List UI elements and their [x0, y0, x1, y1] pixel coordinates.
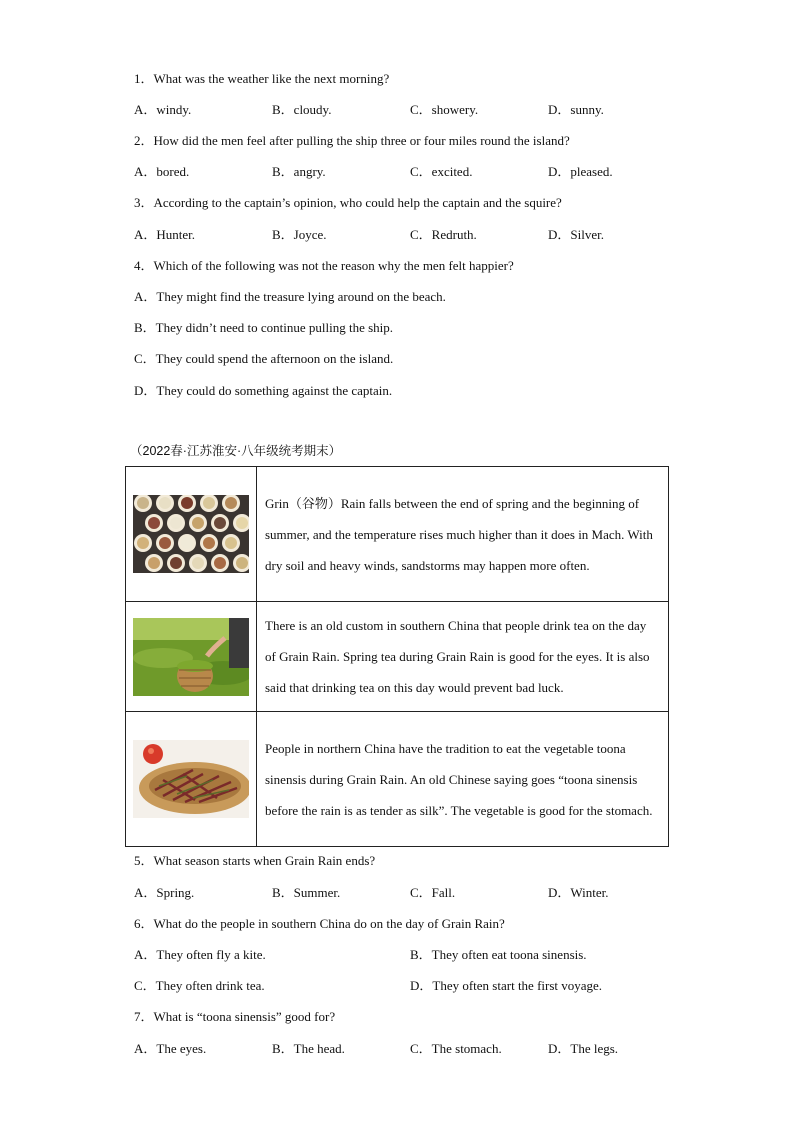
option-d: D．Winter. [548, 885, 609, 900]
question-4-option-b: B．They didn’t need to continue pulling the ship. [134, 320, 394, 335]
image-cell [126, 712, 257, 847]
source-label: （2022春·江苏淮安·八年级统考期末） [130, 444, 342, 458]
row-text: People in northern China have the tradition to eat the vegetable toona sinensis during Grain Rain. An old Chinese saying goes “toona sinensis before the rain is as tender as silk”. The vegetable is good for the stomach. [257, 712, 669, 847]
option-c: C．excited. [410, 164, 473, 179]
option-c: C．Fall. [410, 885, 456, 900]
row-text: There is an old custom in southern China that people drink tea on the day of Grain Rain. Spring tea during Grain Rain is good for the eyes. It is also said that drinking tea on this day would prevent bad luck. [257, 602, 669, 712]
table-row [126, 467, 669, 602]
option-b: B．angry. [272, 164, 326, 179]
question-2-stem: 2．How did the men feel after pulling the ship three or four miles round the island? [134, 133, 570, 148]
question-6-stem: 6．What do the people in southern China do on the day of Grain Rain? [134, 916, 505, 931]
question-7-options [134, 1038, 694, 1056]
option-b: B．Summer. [272, 885, 341, 900]
question-4-option-d: D．They could do something against the captain. [134, 383, 393, 398]
question-4-option-c: C．They could spend the afternoon on the island. [134, 351, 394, 366]
question-4-option-a: A．They might find the treasure lying around on the beach. [134, 289, 446, 304]
option-b: B．The head. [272, 1041, 345, 1056]
option-b: B．cloudy. [272, 102, 332, 117]
question-7-stem: 7．What is “toona sinensis” good for? [134, 1009, 336, 1024]
option-c: C．The stomach. [410, 1041, 502, 1056]
image-cell [126, 467, 257, 602]
option-a: A．Spring. [134, 885, 195, 900]
tea-picking-image [133, 618, 249, 696]
grain-bowls-image [133, 495, 249, 573]
option-a: A．They often fly a kite. [134, 947, 266, 962]
question-5-options [134, 882, 694, 900]
toona-basket-image [133, 740, 249, 818]
option-d: D．pleased. [548, 164, 613, 179]
question-2-options [134, 161, 694, 179]
question-3-stem: 3．According to the captain’s opinion, who could help the captain and the squire? [134, 195, 562, 210]
question-4-stem: 4．Which of the following was not the reason why the men felt happier? [134, 258, 514, 273]
question-6-options-row1 [134, 944, 694, 962]
option-c: C．Redruth. [410, 227, 477, 242]
question-5-stem: 5．What season starts when Grain Rain ends? [134, 853, 376, 868]
image-cell [126, 602, 257, 712]
table-row [126, 712, 669, 847]
table-row [126, 602, 669, 712]
option-d: D．sunny. [548, 102, 604, 117]
question-6-options-row2 [134, 975, 694, 993]
question-1-stem: 1．What was the weather like the next morning? [134, 71, 390, 86]
question-1-options [134, 99, 694, 117]
option-a: A．bored. [134, 164, 190, 179]
option-c: C．showery. [410, 102, 479, 117]
option-d: D．Silver. [548, 227, 604, 242]
option-b: B．They often eat toona sinensis. [410, 947, 587, 962]
option-c: C．They often drink tea. [134, 978, 265, 993]
grain-rain-table [125, 466, 669, 847]
option-b: B．Joyce. [272, 227, 327, 242]
option-d: D．The legs. [548, 1041, 619, 1056]
option-a: A．The eyes. [134, 1041, 207, 1056]
question-3-options [134, 224, 694, 242]
option-d: D．They often start the first voyage. [410, 978, 603, 993]
row-text: Grin（谷物）Rain falls between the end of spring and the beginning of summer, and the temperature rises much higher than it does in Mach. With dry soil and heavy winds, sandstorms may happen more often. [257, 467, 669, 602]
option-a: A．windy. [134, 102, 192, 117]
option-a: A．Hunter. [134, 227, 196, 242]
